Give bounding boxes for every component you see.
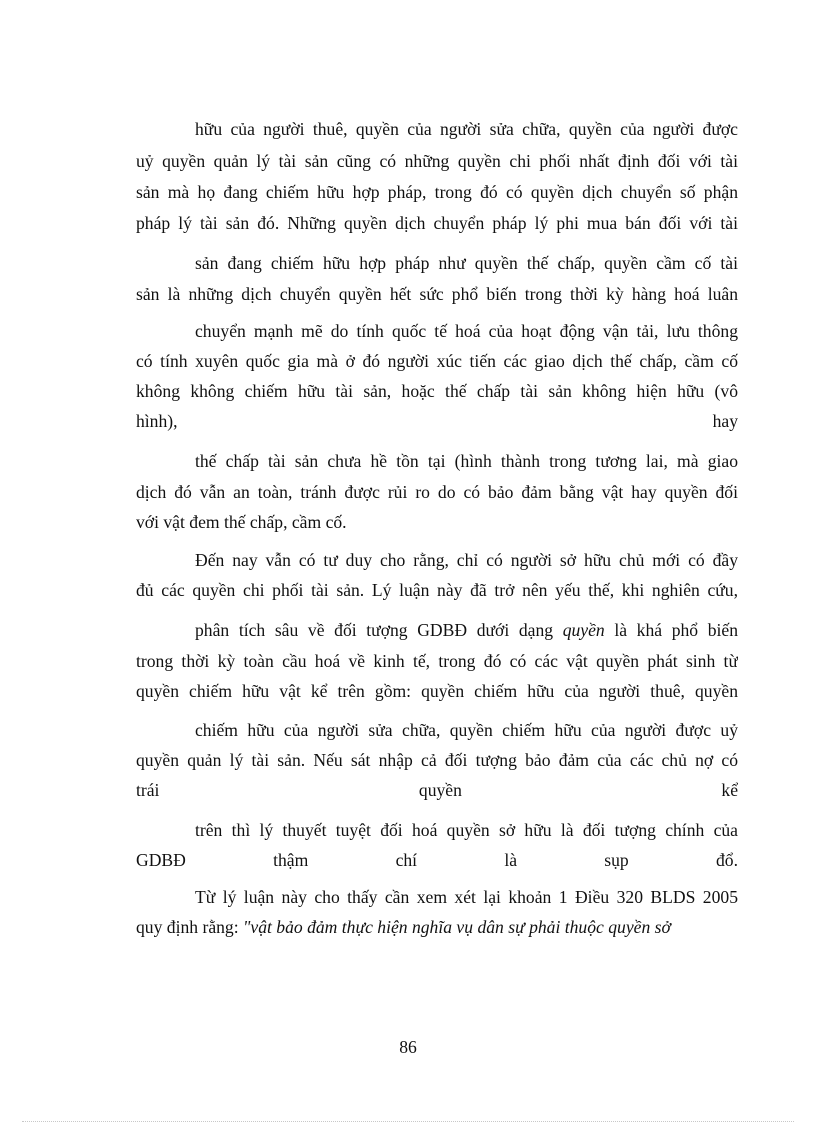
italic-quote: "vật bảo đảm thực hiện nghĩa vụ dân sự phải thuộc quyền sở bbox=[243, 917, 671, 937]
text-line: pháp lý tài sản đó. Những quyền dịch chuyển pháp lý phi mua bán đối với tài bbox=[136, 213, 738, 233]
text-line: sản mà họ đang chiếm hữu hợp pháp, trong đó có quyền dịch chuyển số phận bbox=[136, 182, 738, 202]
text-line: Đến nay vẫn có tư duy cho rằng, chỉ có người sở hữu chủ mới có đầy bbox=[195, 550, 738, 570]
text-line: không không chiếm hữu tài sản, hoặc thế chấp tài sản không hiện hữu (vô bbox=[136, 381, 738, 401]
text-line: Từ lý luận này cho thấy cần xem xét lại khoản 1 Điều 320 BLDS 2005 bbox=[195, 887, 738, 907]
text-run: quy định rằng: bbox=[136, 917, 244, 937]
text-line: GDBĐ thậm chí là sụp đổ. bbox=[136, 850, 738, 870]
text-line: hình), hay bbox=[136, 411, 738, 431]
text-line: có tính xuyên quốc gia mà ở đó người xúc tiến các giao dịch thế chấp, cầm cố bbox=[136, 351, 738, 371]
text-line: trong thời kỳ toàn cầu hoá về kinh tế, trong đó có các vật quyền phát sinh từ bbox=[136, 651, 738, 671]
text-line: thế chấp tài sản chưa hề tồn tại (hình thành trong tương lai, mà giao bbox=[195, 451, 738, 471]
text-line: sản đang chiếm hữu hợp pháp như quyền thế chấp, quyền cầm cố tài bbox=[195, 253, 738, 273]
text-line: quyền chiếm hữu vật kể trên gồm: quyền chiếm hữu của người thuê, quyền bbox=[136, 681, 738, 701]
text-line: trái quyền kể bbox=[136, 780, 738, 800]
text-line: dịch đó vẫn an toàn, tránh được rủi ro do có bảo đảm bằng vật hay quyền đối bbox=[136, 482, 738, 502]
italic-term: quyền bbox=[562, 620, 605, 640]
text-line: hữu của người thuê, quyền của người sửa chữa, quyền của người được bbox=[195, 119, 738, 139]
text-line: uỷ quyền quản lý tài sản cũng có những quyền chi phối nhất định đối với tài bbox=[136, 151, 738, 171]
page-number: 86 bbox=[399, 1037, 417, 1057]
text-line: quyền quản lý tài sản. Nếu sát nhập cả đối tượng bảo đảm của các chủ nợ có bbox=[136, 750, 738, 770]
text-line: đủ các quyền chi phối tài sản. Lý luận này đã trở nên yếu thế, khi nghiên cứu, bbox=[136, 580, 738, 600]
text-run: là khá phổ biến bbox=[604, 620, 738, 640]
text-line: với vật đem thế chấp, cầm cố. bbox=[136, 512, 347, 532]
text-line bbox=[195, 619, 738, 641]
text-line: trên thì lý thuyết tuyệt đối hoá quyền sở hữu là đối tượng chính của bbox=[195, 820, 738, 840]
text-line: chiếm hữu của người sửa chữa, quyền chiếm hữu của người được uỷ bbox=[195, 720, 738, 740]
text-line bbox=[136, 916, 738, 938]
text-line: sản là những dịch chuyển quyền hết sức phổ biến trong thời kỳ hàng hoá luân bbox=[136, 284, 738, 304]
text-run: phân tích sâu về đối tượng GDBĐ dưới dạng bbox=[195, 620, 563, 640]
page-bottom-divider bbox=[22, 1121, 794, 1122]
text-line: chuyển mạnh mẽ do tính quốc tế hoá của hoạt động vận tải, lưu thông bbox=[195, 321, 738, 341]
